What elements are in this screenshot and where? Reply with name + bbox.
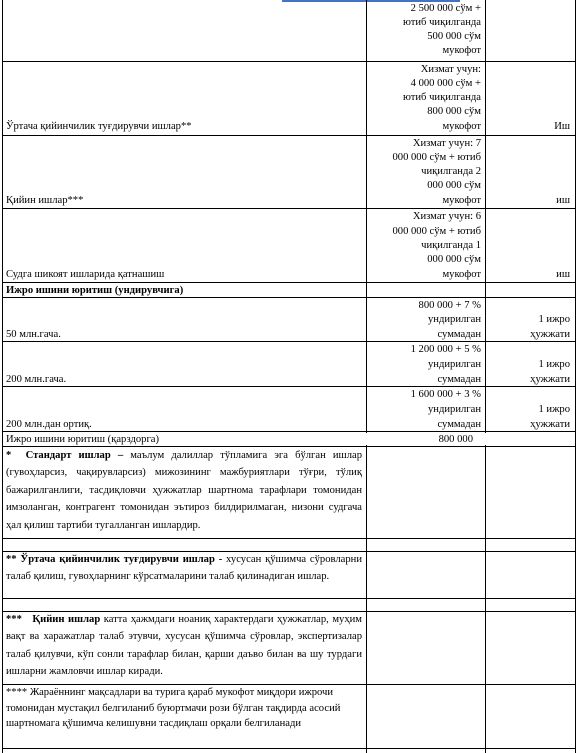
table-border-col2-notes [485,445,486,753]
service-name: Ўртача қийинчилик туғдирувчи ишлар** [6,121,192,132]
footnote-marker: *** [6,614,22,625]
fee-line: чиқилганда 1 [421,240,481,251]
row-line [2,135,576,136]
fee-line: 000 000 сўм + ютиб [392,152,481,163]
fee-line: мукофот [442,269,481,280]
row-line [2,748,576,749]
table-border-right [575,0,576,753]
fee-line: 2 500 000 сўм + [410,3,481,14]
service-name: Ижро ишини юритиш (қарздорга) [6,434,160,445]
footnote-marker: ** [6,554,17,565]
footnote-marker: **** [6,687,28,698]
fee-line: 1 600 000 + 3 % [410,389,481,400]
fee-line: суммадан [437,419,481,430]
footnote-text: маълум далиллар тўпламига эга бўлган ишлар (гувоҳларсиз, чақирувларсиз) мижозининг мажбуриятлари тўғри, тўлиқ бажарилганлиги, тасдиқловчи ҳужжатлар шартнома тарафлари томонидан имзоланган, контрагент томонидан эътироз билдирилмаган, низони судгача ҳал қилиш тартиби тугалланган ишлардир. [6,450,362,531]
fee-line: 800 000 [438,434,473,445]
fee-line: мукофот [442,45,481,56]
footnote-text: хусусан қўшимча сўровларни талаб қилиш, гувоҳларнинг кўрсатмаларини талаб қилинадиган ишлар. [6,554,362,583]
table-border-left [2,0,3,753]
fee-line: Хизмат учун: 7 [412,138,481,149]
row-line [2,282,576,283]
service-name: Судга шикоят ишларида қатнашиш [6,269,165,280]
footnote-term: Қийин ишлар [32,614,101,625]
service-name: 50 млн.гача. [6,329,61,340]
fee-line: 500 000 сўм [427,31,481,42]
fee-line: ундирилган [428,359,481,370]
fee-line: 800 000 + 7 % [418,300,481,311]
unit-label: иш [556,195,570,206]
unit-label: 1 ижро [538,359,570,370]
table-border-col1-notes [366,445,367,753]
fee-line: ютиб чиқилганда [402,92,481,103]
fee-line: 000 000 сўм + ютиб [392,226,481,237]
unit-label: ҳужжати [530,374,570,385]
unit-label: иш [556,269,570,280]
service-name: Қийин ишлар*** [6,195,84,206]
row-line [2,598,576,599]
fee-line: 000 000 сўм [427,180,481,191]
row-line [2,538,576,539]
fee-line: 1 200 000 + 5 % [410,344,481,355]
unit-label: ҳужжати [530,419,570,430]
unit-label: 1 ижро [538,314,570,325]
fee-line: ундирилган [428,404,481,415]
fee-line: суммадан [437,374,481,385]
footnote-text: катта ҳажмдаги ноаниқ характердаги ҳужжатлар, муҳим вақт ва харажатлар талаб этувчи, хусусан қўшимча сўровлар, экспертизалар талаб қилувчи, кўп сонли тарафлар билан, қарши даъво билан ва шу турдаги ишларни жамловчи ишлар киради. [6,614,362,678]
footnote-marker: * [6,450,12,461]
fee-line: Хизмат учун: [420,64,481,75]
footnote-term: Стандарт ишлар – [25,450,124,461]
footnote-text: Жараённинг мақсадлари ва турига қараб мукофот миқдори ижрочи томонидан мустақил белгиланиб буюртмачи рози бўлган тақдирда асосий шартномага қўшимча келишувни тасдиқлаш орқали белгиланади [6,687,341,730]
section-heading: Ижро ишини юритиш (ундирувчига) [6,285,184,296]
unit-label: ҳужжати [530,329,570,340]
fee-line: ютиб чиқилганда [402,17,481,28]
fee-line: Хизмат учун: 6 [412,211,481,222]
footnote-term: Ўртача қийинчилик туғдирувчи ишлар - [20,554,223,565]
footnote-medium [6,551,362,586]
unit-label: 1 ижро [538,404,570,415]
footnote-custom [6,685,362,732]
fee-line: 800 000 сўм [427,106,481,117]
unit-label: Иш [554,121,570,132]
fee-line: 000 000 сўм [427,254,481,265]
fee-line: мукофот [442,195,481,206]
fee-line: суммадан [437,329,481,340]
service-name: 200 млн.гача. [6,374,67,385]
fee-line: ундирилган [428,314,481,325]
fee-line: 4 000 000 сўм + [410,78,481,89]
fee-line: чиқилганда 2 [421,166,481,177]
row-line [2,61,576,62]
footnote-standard [6,447,362,534]
fee-line: мукофот [442,121,481,132]
footnote-hard [6,611,362,681]
row-line [2,208,576,209]
service-name: 200 млн.дан ортиқ. [6,419,92,430]
